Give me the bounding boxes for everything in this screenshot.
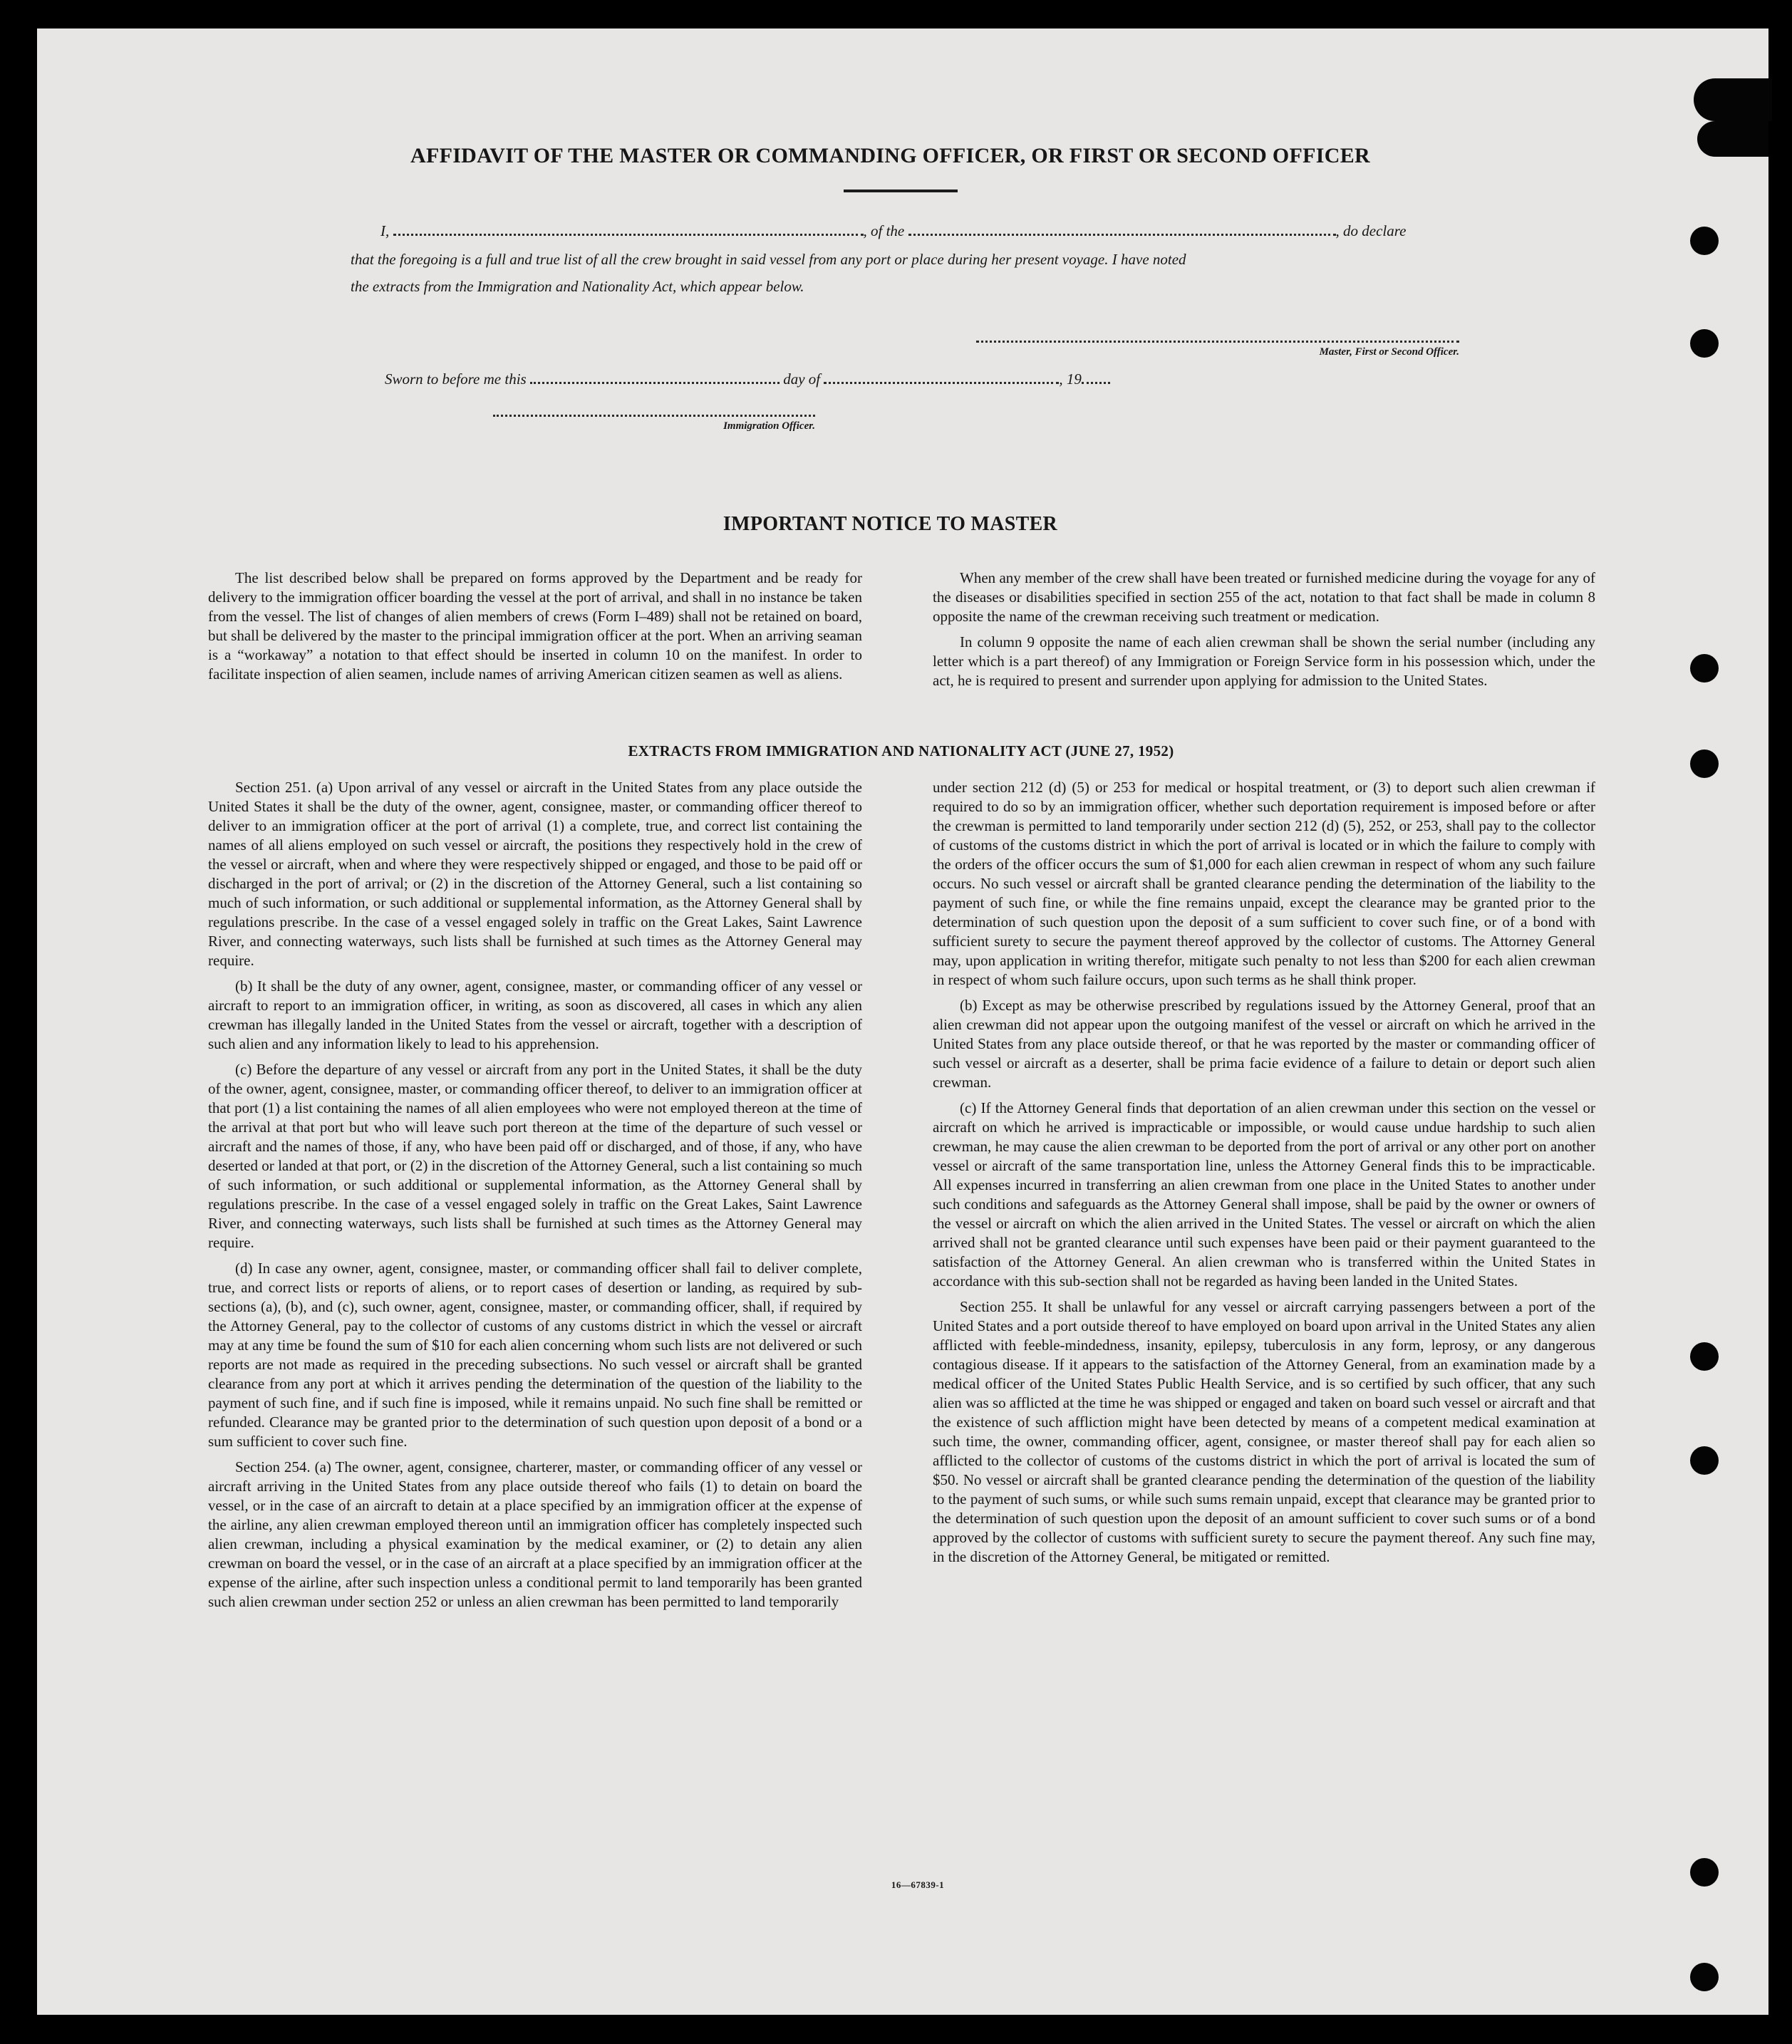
year-label: , 19 [1059,370,1082,388]
sworn-month-blank[interactable] [824,372,1059,384]
officer-signature-label: Immigration Officer. [723,420,815,432]
vessel-blank[interactable] [908,224,1336,236]
title-rule [844,190,958,192]
extracts-right-column [933,778,1595,1573]
day-of-label: day of [783,370,821,388]
section-254-a-continued: under section 212 (d) (5) or 253 for medical or hospital treatment, or (3) to deport such alien crewman if required to do so by an immigration officer, whether such deportation requirement is imposed before or after the crewman is permitted to land temporarily under section 212 (d) (5), 252, or 253, shall pay to the collector of customs of the customs district in which the port of arrival is located or in which the failure to comply with the orders of the officer occurs the sum of $1,000 for each alien crewman in respect of whom any such failure occurs. No such vessel or aircraft shall be granted clearance pending the determination of the liability to the payment of such fine, or while the fine remains unpaid, except the clearance may be granted prior to the determination of such question upon the deposit of a sum sufficient to cover such fine, or of a bond with sufficient surety to secure the payment thereof approved by the collector of customs. The Attorney General may, upon application in writing therefor, mitigate such penalty to not less than $200 for each alien crewman in respect of whom such failure occurs, upon such terms as he shall think proper. [933,779,1595,988]
notice-left-column [208,569,862,690]
affidavit-title: AFFIDAVIT OF THE MASTER OR COMMANDING OFFICER, OR FIRST OR SECOND OFFICER [410,144,1370,167]
binder-hole [1690,1446,1719,1475]
notice-title: IMPORTANT NOTICE TO MASTER [723,513,1058,535]
affidavit-statement-line-2: the extracts from the Immigration and Nationality Act, which appear below. [351,278,804,295]
affidavit-statement-line: that the foregoing is a full and true list of all the crew brought in said vessel from any port or place during her present voyage. I have noted [351,251,1186,268]
extracts-left-column [208,778,862,1618]
section-255: Section 255. It shall be unlawful for any vessel or aircraft carrying passengers between a port of the United States and a port outside thereof to have employed on board upon arrival in the United States any alien afflicted with feeble-mindedness, insanity, epilepsy, tuberculosis in any form, leprosy, or any dangerous contagious disease. If it appears to the satisfaction of the Attorney General, from an examination made by a medical officer of the United States Public Health Service, and is so certified by such officer, that any such alien was so afflicted at the time he was shipped or engaged and taken on board such vessel or aircraft and that the existence of such affliction might have been detected by means of a competent medical examination at such time, the owner, commanding officer, agent, consignee, or master thereof shall pay for each alien so afflicted to the collector of customs of the customs district in which the port of arrival is located the sum of $50. No vessel or aircraft shall be granted clearance pending the determination of the question of the liability to the payment of such sums, or while such sums remain unpaid, except that clearance may be granted prior to the determination of such question upon the deposit of an amount sufficient to cover such sums or of a bond approved by the collector of customs with sufficient surety to secure the payment thereof. Any such fine may, in the discretion of the Attorney General, be mitigated or remitted. [933,1298,1595,1565]
binder-hole [1690,1342,1719,1371]
affidavit-declaration-line [380,222,1492,240]
form-code: 16—67839-1 [891,1879,945,1890]
section-251-c: (c) Before the departure of any vessel or aircraft from any port in the United States, it shall be the duty of the owner, agent, consignee, master, or commanding officer thereof, to deliver to an immigration officer at that port (1) a list containing the names of all alien employees who were not employed thereon at the time of the arrival at that port but who will leave such port thereon at the time of the departure of such vessel or aircraft and the names of those, if any, who have been paid off or discharged, and of those, if any, who have deserted or landed at that port, or (2) in the discretion of the Attorney General, such a list containing so much of such information, or such additional or supplemental information, as the Attorney General shall by regulations prescribe. In the case of a vessel engaged solely in traffic on the Great Lakes, Saint Lawrence River, and connecting waterways, such lists shall be furnished at such times as the Attorney General may require. [208,1061,862,1251]
binder-hole [1690,749,1719,778]
master-signature-label: Master, First or Second Officer. [1319,346,1459,358]
section-251-b: (b) It shall be the duty of any owner, agent, consignee, master, or commanding officer of any vessel or aircraft to report to an immigration officer, in writing, as soon as discovered, all cases in which any alien crewman has illegally landed in the United States from the vessel or aircraft, together with a description of such alien and any information likely to lead to his apprehension. [208,977,862,1052]
year-blank[interactable] [1082,372,1110,384]
sworn-line [385,370,1240,388]
extracts-title: EXTRACTS FROM IMMIGRATION AND NATIONALITY ACT (JUNE 27, 1952) [628,742,1174,759]
section-254-b: (b) Except as may be otherwise prescribed by regulations issued by the Attorney General, proof that an alien crewman did not appear upon the outgoing manifest of the vessel or aircraft on which he arrived in the United States from any place outside thereof, or that he was reported by the master or commanding officer of such vessel or aircraft as a deserter, shall be prima facie evidence of a failure to detain or deport such alien crewman. [933,997,1595,1091]
sworn-label: Sworn to before me this [385,370,527,388]
officer-signature-line[interactable] [493,415,815,417]
name-blank[interactable] [393,224,864,236]
notice-paragraph: In column 9 opposite the name of each alien crewman shall be shown the serial number (including any letter which is a part thereof) of any Immigration or Foreign Service form in his possession which, under the act, he is required to present and surrender upon applying for admission to the United States. [933,633,1595,689]
of-the-label: , of the [863,222,905,239]
binder-hole [1690,1963,1719,1991]
document-page [37,28,1768,2015]
binder-hole [1690,329,1719,358]
binder-hole [1690,1858,1719,1887]
do-declare-label: , do declare [1335,222,1407,239]
notice-right-column [933,569,1595,697]
master-signature-line[interactable] [976,341,1459,343]
edge-notch [1697,121,1768,157]
section-251-a: Section 251. (a) Upon arrival of any vessel or aircraft in the United States from any place outside the United States it shall be the duty of the owner, agent, consignee, master, or commanding officer thereof to deliver to an immigration officer at the port of arrival (1) a complete, true, and correct list containing the names of all aliens employed on such vessel or aircraft, the positions they respectively hold in the crew of the vessel or aircraft, when and where they were respectively shipped or engaged, and those to be paid off or discharged in the port of arrival; or (2) in the discretion of the Attorney General, such a list containing so much of such information, or such additional or supplemental information, as the Attorney General shall by regulations prescribe. In the case of a vessel engaged solely in traffic on the Great Lakes, Saint Lawrence River, and connecting waterways, such lists shall be furnished at such times as the Attorney General may require. [208,779,862,969]
binder-hole [1690,654,1719,683]
binder-hole [1690,227,1719,255]
notice-paragraph: When any member of the crew shall have been treated or furnished medicine during the voyage for any of the diseases or disabilities specified in section 255 of the act, notation to that fact shall be made in column 8 opposite the name of the crewman receiving such treatment or medication. [933,569,1595,625]
edge-notch [1694,78,1772,121]
affidavit-i-label: I, [380,222,390,239]
notice-paragraph: The list described below shall be prepared on forms approved by the Department and be ready for delivery to the immigration officer boarding the vessel at the port of arrival, and shall in no instance be taken from the vessel. The list of changes of alien members of crews (Form I–489) shall not be retained on board, but shall be delivered by the master to the principal immigration officer at the port. When an arriving seaman is a “workaway” a notation to that effect should be inserted in column 10 on the manifest. In order to facilitate inspection of alien seamen, include names of arriving American citizen seamen as well as aliens. [208,569,862,683]
sworn-day-blank[interactable] [530,372,780,384]
section-254-c: (c) If the Attorney General finds that deportation of an alien crewman under this section on the vessel or aircraft on which he arrived is impracticable or impossible, or would cause undue hardship to such alien crewman, he may cause the alien crewman to be deported from the port of arrival or any other port on another vessel or aircraft of the same transportation line, unless the Attorney General finds this to be impracticable. All expenses incurred in transferring an alien crewman from one place in the United States to another under such conditions and safeguards as the Attorney General shall impose, shall be paid by the owner or owners of the vessel or aircraft on which the alien arrived in the United States. The vessel or aircraft on which the alien arrived shall not be granted clearance until such expenses have been paid or their payment guaranteed to the satisfaction of the Attorney General. An alien crewman who is transferred within the United States in accordance with this sub-section shall not be regarded as having been landed in the United States. [933,1099,1595,1290]
section-251-d: (d) In case any owner, agent, consignee, master, or commanding officer shall fail to deliver complete, true, and correct lists or reports of aliens, or to report cases of desertion or landing, as required by sub-sections (a), (b), and (c), such owner, agent, consignee, master, or commanding officer, shall, if required by the Attorney General, pay to the collector of customs of any customs district in which the vessel or aircraft may at any time be found the sum of $10 for each alien concerning whom such lists are not delivered or such reports are not made as required in the preceding subsections. No such vessel or aircraft shall be granted clearance from any port at which it arrives pending the determination of the question of the liability to the payment of such fine, and if such fine is imposed, while it remains unpaid. No such fine shall be remitted or refunded. Clearance may be granted prior to the determination of such question upon deposit of a bond or a sum sufficient to cover such fine. [208,1260,862,1450]
section-254-a: Section 254. (a) The owner, agent, consignee, charterer, master, or commanding officer of any vessel or aircraft arriving in the United States from any place outside thereof who fails (1) to detain on board the vessel, or in the case of an aircraft to detain at a place specified by an immigration officer at the expense of the airline, any alien crewman employed thereon until an immigration officer has completely inspected such alien crewman, including a physical examination by the medical examiner, or (2) to detain any alien crewman on board the vessel, or in the case of an aircraft at a place specified by an immigration officer at the expense of the airline, after such inspection unless a conditional permit to land temporarily has been granted such alien crewman under section 252 or unless an alien crewman has been permitted to land temporarily [208,1458,862,1610]
